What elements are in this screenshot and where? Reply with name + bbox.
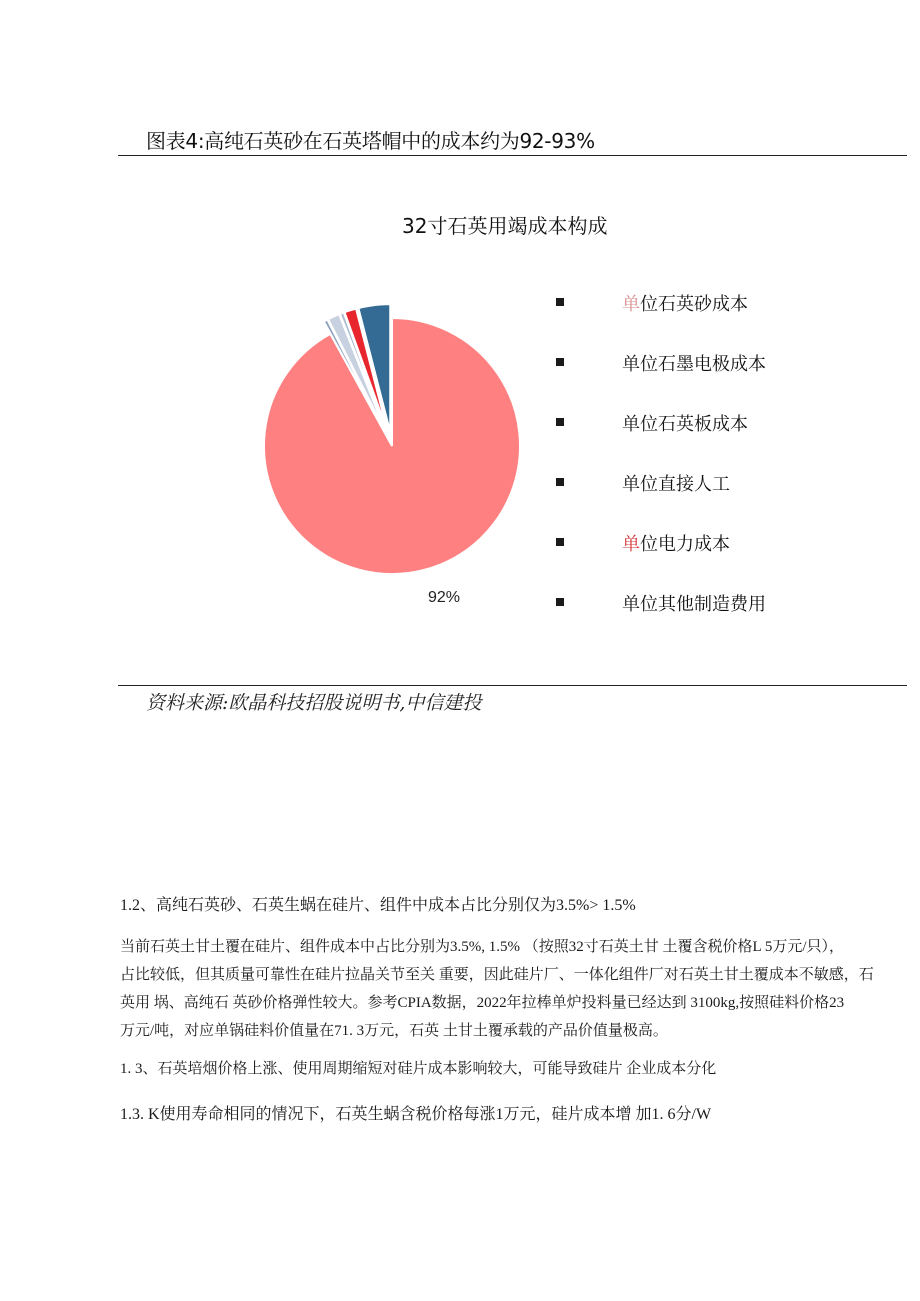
legend-marker bbox=[556, 418, 564, 426]
paragraph-line: 占比较低，但其质量可靠性在硅片拉晶关节至关 重要，因此硅片厂、一体化组件厂对石英土甘土覆成本不敏感，石 bbox=[120, 967, 874, 983]
body-paragraph bbox=[120, 933, 910, 1045]
legend-item-quartz-plate bbox=[556, 410, 816, 434]
pie-data-label: 92% bbox=[427, 589, 461, 606]
legend-label: 单位其他制造费用 bbox=[622, 594, 766, 615]
paragraph-line: 当前石英土甘土覆在硅片、组件成本中占比分别为3.5%, 1.5% （按照32寸石英土甘 土覆含税价格L 5万元/只）， bbox=[120, 939, 845, 955]
legend-item-other-manufacturing bbox=[556, 590, 816, 614]
legend-marker bbox=[556, 478, 564, 486]
legend-marker bbox=[556, 538, 564, 546]
legend-item-quartz-sand bbox=[556, 290, 816, 314]
section-heading-1-2: 1.2、高纯石英砂、石英生蜗在硅片、组件中成本占比分别仅为3.5%> 1.5% bbox=[120, 897, 636, 914]
legend-marker bbox=[556, 298, 564, 306]
figure-bottom-rule bbox=[118, 685, 907, 686]
figure-source: 资料来源:欧晶科技招股说明书,中信建投 bbox=[146, 692, 482, 714]
legend-marker bbox=[556, 358, 564, 366]
figure-title: 图表4:高纯石英砂在石英塔帽中的成本约为92-93% bbox=[146, 129, 595, 153]
legend-label: 单位石墨电极成本 bbox=[622, 354, 766, 375]
legend-item-graphite-electrode bbox=[556, 350, 816, 374]
chart-title: 32寸石英用竭成本构成 bbox=[402, 214, 608, 238]
paragraph-line: 万元/吨，对应单锅硅料价值量在71. 3万元，石英 土甘土覆承载的产品价值量极高。 bbox=[120, 1023, 668, 1039]
section-heading-1-3: 1. 3、石英培烟价格上涨、使用周期缩短对硅片成本影响较大，可能导致硅片 企业成本分化 bbox=[120, 1061, 717, 1077]
legend-label: 单位石英砂成本 bbox=[622, 294, 748, 315]
legend-label: 单位电力成本 bbox=[622, 534, 730, 555]
section-heading-1-3-1: 1.3. K使用寿命相同的情况下，石英生蜗含税价格每涨1万元，硅片成本增 加1. 6分/W bbox=[120, 1106, 712, 1123]
legend-item-direct-labor bbox=[556, 470, 816, 494]
legend-label: 单位直接人工 bbox=[622, 474, 730, 495]
paragraph-line: 英用 埚、高纯石 英砂价格弹性较大。参考CPIA数据，2022年拉棒单炉投料量已经达到 3100kg,按照硅料价格23 bbox=[120, 995, 845, 1011]
slice-quartz-sand bbox=[264, 318, 520, 574]
legend-label: 单位石英板成本 bbox=[622, 414, 748, 435]
legend-item-electricity bbox=[556, 530, 816, 554]
legend-marker bbox=[556, 598, 564, 606]
